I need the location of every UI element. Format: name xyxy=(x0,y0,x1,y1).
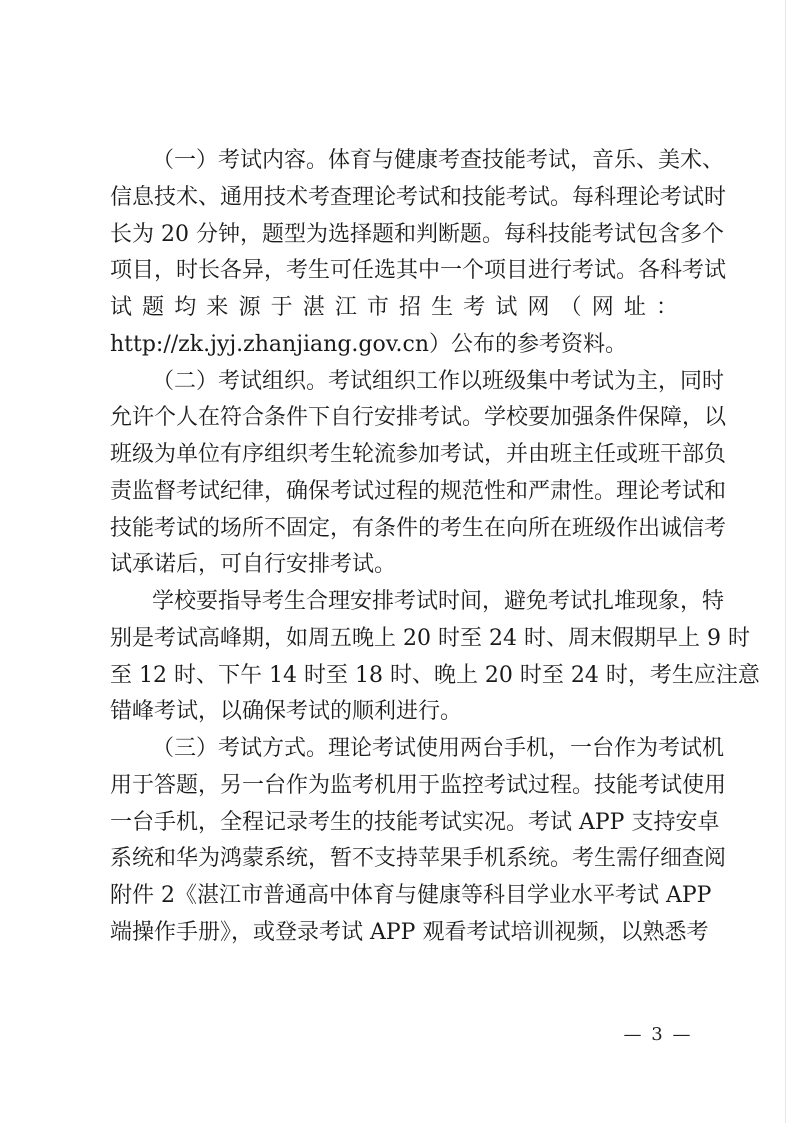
website-url-text: http://zk.jyj.zhanjiang.gov.cn）公布的参考资料。 xyxy=(110,331,628,357)
text-line-content: 端操作手册》，或登录考试 APP 观看考试培训视频，以熟悉考 xyxy=(110,919,709,945)
text-line-content: 试题均来源于湛江市招生考试网（网址： xyxy=(110,295,684,320)
text-line-content: 系统和华为鸿蒙系统，暂不支持苹果手机系统。考生需仔细查阅 xyxy=(110,846,727,872)
text-line-content: （二）考试组织。考试组织工作以班级集中考试为主，同时 xyxy=(152,368,725,394)
text-line xyxy=(110,290,684,327)
text-line xyxy=(110,768,727,805)
text-line xyxy=(110,180,727,217)
text-line xyxy=(110,658,760,695)
paragraph-exam-content xyxy=(110,143,727,364)
text-line xyxy=(110,731,725,768)
text-line xyxy=(110,364,725,401)
text-line xyxy=(110,217,724,254)
text-line xyxy=(110,437,727,474)
text-line-content: 学校要指导考生合理安排考试时间，避免考试扎堆现象，特 xyxy=(152,589,725,614)
text-line-content: 项目，时长各异，考生可任选其中一个项目进行考试。各科考试 xyxy=(110,258,727,284)
text-line xyxy=(110,511,727,548)
text-line-content: 附件 2《湛江市普通高中体育与健康等科目学业水平考试 APP xyxy=(110,883,712,908)
text-line xyxy=(110,878,712,915)
text-line xyxy=(110,474,727,511)
text-line-url xyxy=(110,327,684,364)
text-line-content: 至 12 时、下午 14 时至 18 时、晚上 20 时至 24 时，考生应注意 xyxy=(110,662,760,688)
text-line-content: 错峰考试，以确保考试的顺利进行。 xyxy=(110,699,463,725)
text-line-content: 一台手机，全程记录考生的技能考试实况。考试 APP 支持安卓 xyxy=(110,809,720,835)
text-line-content: 别是考试高峰期，如周五晚上 20 时至 24 时、周末假期早上 9 时 xyxy=(110,625,750,651)
text-line-content: 责监督考试纪律，确保考试过程的规范性和严肃性。理论考试和 xyxy=(110,478,727,504)
text-line xyxy=(110,253,727,290)
text-line xyxy=(110,400,727,437)
text-line-content: 允许个人在符合条件下自行安排考试。学校要加强条件保障，以 xyxy=(110,405,727,431)
text-line-content: （一）考试内容。体育与健康考查技能考试，音乐、美术、 xyxy=(152,148,725,173)
text-line-content: 信息技术、通用技术考查理论考试和技能考试。每科理论考试时 xyxy=(110,184,727,210)
scan-edge-line xyxy=(785,0,786,1123)
text-line-content: 技能考试的场所不固定，有条件的考生在向所在班级作出诚信考 xyxy=(110,515,727,541)
page-number: — 3 — xyxy=(623,1024,693,1045)
document-body xyxy=(110,143,760,952)
paragraph-exam-organization xyxy=(110,364,727,585)
text-line xyxy=(110,915,709,952)
paragraph-exam-method xyxy=(110,731,727,952)
text-line xyxy=(110,143,725,180)
text-line xyxy=(110,547,684,584)
text-line xyxy=(110,805,720,842)
text-line-content: 班级为单位有序组织考生轮流参加考试，并由班主任或班干部负 xyxy=(110,442,727,467)
text-line xyxy=(110,841,727,878)
paragraph-exam-scheduling xyxy=(110,584,760,731)
text-line xyxy=(110,584,725,621)
text-line-content: 试承诺后，可自行安排考试。 xyxy=(110,552,397,578)
text-line xyxy=(110,621,750,658)
text-line-content: 用于答题，另一台作为监考机用于监控考试过程。技能考试使用 xyxy=(110,772,727,798)
text-line xyxy=(110,694,684,731)
text-line-content: （三）考试方式。理论考试使用两台手机，一台作为考试机 xyxy=(152,736,725,761)
text-line-content: 长为 20 分钟，题型为选择题和判断题。每科技能考试包含多个 xyxy=(110,221,724,247)
